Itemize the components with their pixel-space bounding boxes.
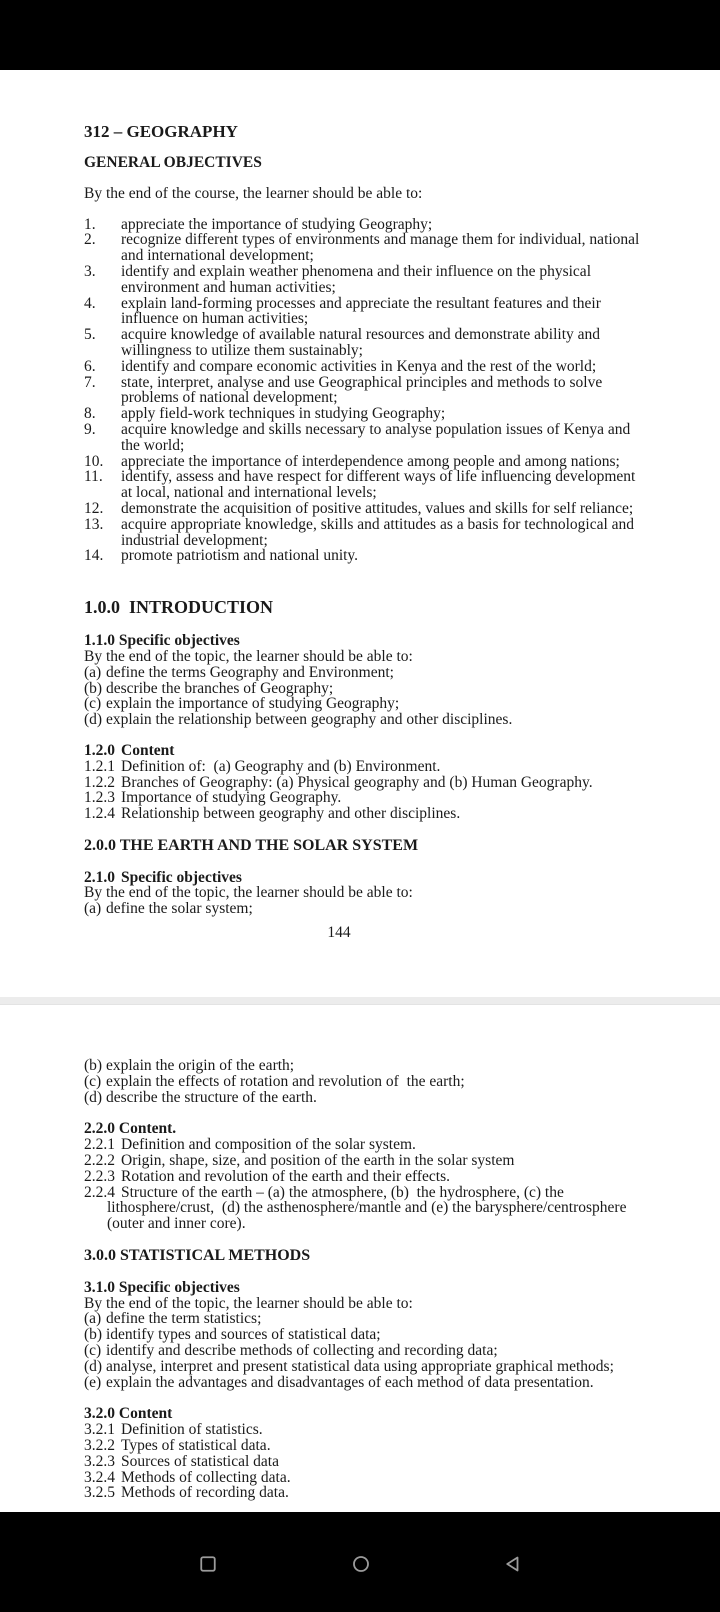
spec-item: (b) explain the origin of the earth; [84,1057,295,1074]
back-triangle-icon[interactable] [504,1555,522,1573]
spec-item: (d) describe the structure of the earth. [84,1088,317,1106]
objective-item: 5. acquire knowledge of available natural resources and demonstrate ability and willingness to utilize them sustainably; [84,326,601,359]
section-statistical-heading: 3.0.0 STATISTICAL METHODS [84,1246,311,1264]
general-objectives-list [84,217,640,565]
objective-item: 9. acquire knowledge and skills necessary to analyse population issues of Kenya and the world; [84,420,631,454]
objective-item: 12. demonstrate the acquisition of positive attitudes, values and skills for self reliance; [84,499,634,517]
specific-objectives-2-continued-list [84,1058,640,1105]
spec-item: (d) explain the relationship between geography and other disciplines. [84,711,513,729]
spec-item: (e) explain the advantages and disadvantages of each method of data presentation. [84,1373,594,1391]
page-separator [0,997,720,1005]
document-title: 312 – GEOGRAPHY [84,122,238,141]
topic-lead-text: By the end of the topic, the learner should be able to: [84,647,413,665]
spec-item: (d) analyse, interpret and present statistical data using appropriate graphical methods; [84,1357,614,1375]
section-earth-heading: 2.0.0 THE EARTH AND THE SOLAR SYSTEM [84,836,419,854]
content-item: 3.2.2 Types of statistical data. [84,1436,271,1454]
content-item: 1.2.4 Relationship between geography and other disciplines. [84,805,461,823]
topic-lead-text: By the end of the topic, the learner should be able to: [84,1294,413,1312]
specific-objectives-3-heading: 3.1.0 Specific objectives [84,1278,240,1296]
spec-item: (a) define the solar system; [84,900,253,918]
course-lead-text: By the end of the course, the learner should be able to: [84,184,423,202]
content-item: 2.2.4 Structure of the earth – (a) the atmosphere, (b) the hydrosphere, (c) the lithosphere/crust, (d) the asthenosphere/mantle and (e) the barysphere/centrosphere (outer and inner core). [84,1183,627,1233]
specific-objectives-2-list [84,901,640,917]
recents-square-icon[interactable] [199,1555,217,1573]
pdf-viewer[interactable] [0,70,720,1512]
content-3-heading: 3.2.0 Content [84,1405,173,1423]
spec-item: (b) describe the branches of Geography; [84,679,334,697]
pdf-page-2 [0,1005,720,1512]
content-item: 2.2.1 Definition and composition of the solar system. [84,1136,416,1154]
content-item: 3.2.1 Definition of statistics. [84,1421,263,1439]
spec-item: (a) define the term statistics; [84,1310,262,1328]
content-1-heading: 1.2.0 Content [84,741,175,759]
objective-item: 4. explain land-forming processes and appreciate the resultant features and their influence on human activities; [84,294,601,328]
objective-item: 13. acquire appropriate knowledge, skills and attitudes as a basis for technological and industrial development; [84,515,635,549]
specific-objectives-2-heading: 2.1.0 Specific objectives [84,868,242,886]
objective-item: 1. appreciate the importance of studying Geography; [84,215,433,233]
content-1-list [84,759,640,822]
content-item: 2.2.3 Rotation and revolution of the earth and their effects. [84,1167,450,1185]
general-objectives-heading: GENERAL OBJECTIVES [84,154,262,171]
content-item: 1.2.2 Branches of Geography: (a) Physical geography and (b) Human Geography. [84,773,593,791]
objective-item: 11. identify, assess and have respect for different ways of life influencing development at local, national and international levels; [84,468,636,502]
specific-objectives-3-list [84,1311,640,1390]
status-bar [0,0,720,70]
android-navigation-bar [0,1512,720,1612]
spec-item: (a) define the terms Geography and Environment; [84,663,394,681]
specific-objectives-1-heading: 1.1.0 Specific objectives [84,632,240,650]
spec-item: (c) identify and describe methods of collecting and recording data; [84,1341,498,1359]
objective-item: 7. state, interpret, analyse and use Geographical principles and methods to solve problems of national development; [84,373,603,407]
spec-item: (c) explain the effects of rotation and revolution of the earth; [84,1072,465,1090]
home-circle-icon[interactable] [352,1555,370,1573]
objective-item: 8. apply field-work techniques in studying Geography; [84,405,446,423]
content-3-list [84,1422,640,1501]
page-number: 144 [327,924,351,942]
content-2-list [84,1137,640,1232]
spec-item: (b) identify types and sources of statistical data; [84,1326,381,1344]
objective-item: 6. identify and compare economic activities in Kenya and the rest of the world; [84,357,597,375]
content-item: 1.2.3 Importance of studying Geography. [84,789,342,807]
content-2-heading: 2.2.0 Content. [84,1120,177,1138]
spec-item: (c) explain the importance of studying Geography; [84,695,400,713]
specific-objectives-1-list [84,665,640,728]
objective-item: 14. promote patriotism and national unity. [84,547,359,565]
pdf-page-1 [0,70,720,997]
content-item: 2.2.2 Origin, shape, size, and position of the earth in the solar system [84,1151,515,1169]
topic-lead-text: By the end of the topic, the learner should be able to: [84,884,413,902]
objective-item: 3. identify and explain weather phenomena and their influence on the physical environment and human activities; [84,262,591,296]
content-item: 3.2.5 Methods of recording data. [84,1484,289,1502]
content-item: 1.2.1 Definition of: (a) Geography and (b) Environment. [84,757,441,775]
content-item: 3.2.4 Methods of collecting data. [84,1468,291,1486]
objective-item: 2. recognize different types of environments and manage them for individual, national and international development; [84,231,640,265]
section-introduction-heading: 1.0.0 INTRODUCTION [84,597,274,618]
objective-item: 10. appreciate the importance of interdependence among people and among nations; [84,452,620,470]
content-item: 3.2.3 Sources of statistical data [84,1452,279,1470]
